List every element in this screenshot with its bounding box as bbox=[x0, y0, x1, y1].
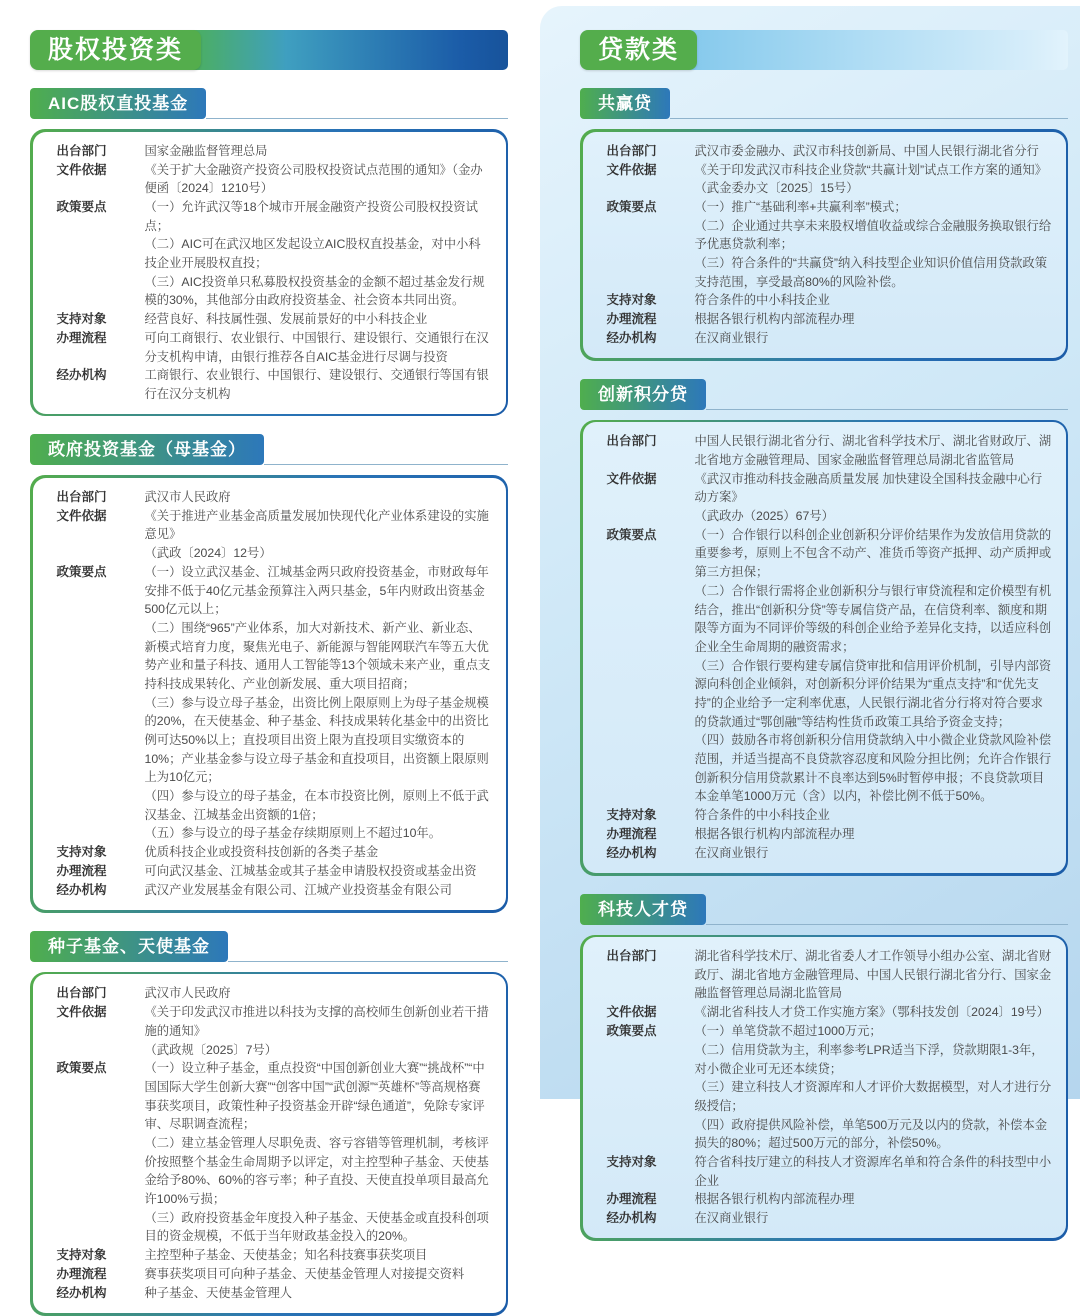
policy-point: （二）建立基金管理人尽职免责、容亏容错等管理机制，考核评价按照整个基金生命周期予以评定，对主控型种子基金、天使基金给予80%、60%的容亏率；种子直投、天使直投单项目最高允许100%亏损； bbox=[144, 1135, 489, 1206]
row-process bbox=[607, 825, 1052, 844]
basis-line: 《湖北省科技人才贷工作实施方案》（鄂科技发创〔2024〕19号） bbox=[694, 1005, 1050, 1020]
row-label: 经办机构 bbox=[606, 846, 657, 861]
row-value: 优质科技企业或投资科技创新的各类子基金 bbox=[144, 845, 379, 860]
row-process bbox=[607, 1190, 1052, 1209]
policy-point: （四）鼓励各市将创新积分信用贷款纳入中小微企业贷款风险补偿范围，并适当提高不良贷款容忍度和风险分担比例；允许合作银行创新积分信用贷款累计不良率达到5%时暂停申报；不良贷款项目本金单笔1000万元（含）以内，补偿比例不低于50%。 bbox=[694, 733, 1052, 804]
row-label: 办理流程 bbox=[56, 331, 107, 345]
row-agency bbox=[607, 329, 1052, 348]
row-value: 武汉市委金融办、武汉市科技创新局、中国人民银行湖北省分行 bbox=[694, 143, 1039, 158]
row-label: 政策要点 bbox=[606, 527, 657, 542]
section-gongying-loan bbox=[580, 88, 1068, 361]
row-value: 国家金融监督管理总局 bbox=[144, 143, 268, 158]
row-label: 出台部门 bbox=[56, 143, 107, 158]
section-rule bbox=[706, 409, 1068, 410]
row-dept bbox=[607, 142, 1052, 161]
basis-line: 《关于推进产业基金高质量发展加快现代化产业体系建设的实施意见》 bbox=[144, 508, 489, 542]
row-label: 出台部门 bbox=[606, 143, 657, 158]
section-rule bbox=[670, 118, 1068, 119]
row-value: 根据各银行机构内部流程办理 bbox=[694, 1192, 855, 1207]
row-value bbox=[145, 563, 492, 843]
row-basis bbox=[607, 161, 1052, 198]
row-value: 可向武汉基金、江城基金或其子基金申请股权投资或基金出资 bbox=[144, 864, 477, 879]
row-label: 办理流程 bbox=[606, 1192, 657, 1207]
category-title-equity: 股权投资类 bbox=[30, 30, 201, 70]
row-label: 经办机构 bbox=[606, 1211, 657, 1226]
row-process bbox=[57, 329, 492, 366]
row-label: 经办机构 bbox=[606, 331, 657, 346]
section-title: AIC股权直投基金 bbox=[30, 88, 206, 119]
row-target bbox=[57, 310, 492, 329]
section-rule bbox=[706, 924, 1068, 925]
section-header bbox=[580, 379, 1068, 410]
row-points bbox=[607, 1022, 1052, 1153]
row-basis bbox=[57, 161, 492, 198]
row-agency bbox=[57, 1284, 492, 1303]
row-dept bbox=[57, 984, 492, 1003]
row-value: 湖北省科学技术厅、湖北省委人才工作领导小组办公室、湖北省财政厅、湖北省地方金融管理局、中国人民银行湖北省分行、国家金融监督管理总局湖北监管局 bbox=[694, 949, 1052, 1001]
section-header bbox=[580, 894, 1068, 925]
section-tech-talent-loan bbox=[580, 894, 1068, 1241]
basis-line: （武金委办文〔2025〕15号） bbox=[694, 181, 859, 196]
row-value: 在汉商业银行 bbox=[694, 846, 769, 861]
policy-point: （三）建立科技人才资源库和人才评价大数据模型，对人才进行分级授信； bbox=[694, 1080, 1052, 1113]
section-aic-equity-fund bbox=[30, 88, 508, 416]
row-value: 工商银行、农业银行、中国银行、建设银行、交通银行等国有银行在汉分支机构 bbox=[144, 368, 489, 402]
row-label: 办理流程 bbox=[606, 312, 657, 327]
section-header bbox=[30, 931, 508, 962]
row-label: 政策要点 bbox=[606, 199, 657, 214]
policy-point: （五）参与设立的母子基金存续期原则上不超过10年。 bbox=[144, 826, 442, 841]
row-label: 出台部门 bbox=[606, 949, 657, 964]
row-target bbox=[57, 1246, 492, 1265]
row-value bbox=[695, 161, 1052, 198]
row-agency bbox=[57, 881, 492, 900]
row-target bbox=[57, 843, 492, 862]
category-header-equity bbox=[30, 30, 508, 70]
row-dept bbox=[607, 947, 1052, 1003]
row-label: 经办机构 bbox=[56, 883, 107, 898]
row-value: 在汉商业银行 bbox=[694, 1211, 769, 1226]
policy-point: （一）设立种子基金，重点投资“中国创新创业大赛”“挑战杯”“中国国际大学生创新大赛”“创客中国”“武创源”“英雄杯”等高规格赛事获奖项目，政策性种子投资基金开辟“绿色通道”，免除专家评审、尽职调查流程； bbox=[144, 1061, 485, 1132]
row-process bbox=[57, 862, 492, 881]
basis-line: （武政〔2024〕12号） bbox=[144, 546, 272, 561]
section-header bbox=[30, 88, 508, 119]
policy-point: （二）AIC可在武汉地区发起设立AIC股权直投基金，对中小科技企业开展股权直投； bbox=[144, 237, 481, 270]
policy-card bbox=[30, 475, 508, 912]
section-title: 政府投资基金（母基金） bbox=[30, 434, 264, 465]
row-value bbox=[695, 470, 1052, 526]
row-value: 武汉产业发展基金有限公司、江城产业投资基金有限公司 bbox=[144, 883, 452, 898]
row-label: 办理流程 bbox=[56, 864, 107, 879]
row-label: 文件依据 bbox=[606, 162, 657, 177]
category-title-loan: 贷款类 bbox=[580, 30, 697, 70]
policy-card bbox=[30, 972, 508, 1316]
row-label: 办理流程 bbox=[56, 1267, 107, 1282]
policy-point: （一）设立武汉基金、江城基金两只政府投资基金，市财政每年安排不低于40亿元基金预算注入两只基金，5年内财政出资基金500亿元以上； bbox=[144, 564, 489, 617]
row-value: 符合条件的中小科技企业 bbox=[694, 808, 830, 823]
row-label: 支持对象 bbox=[56, 312, 107, 326]
row-label: 支持对象 bbox=[606, 293, 657, 308]
row-label: 出台部门 bbox=[606, 434, 657, 449]
row-dept bbox=[57, 488, 492, 507]
row-process bbox=[57, 1265, 492, 1284]
row-points bbox=[57, 198, 492, 310]
row-label: 文件依据 bbox=[56, 1005, 107, 1020]
row-label: 支持对象 bbox=[56, 845, 107, 860]
basis-line: 《关于扩大金融资产投资公司股权投资试点范围的通知》（金办便函〔2024〕1210号） bbox=[144, 162, 483, 196]
row-value bbox=[145, 507, 492, 563]
section-title: 种子基金、天使基金 bbox=[30, 931, 228, 962]
row-value bbox=[145, 1003, 492, 1059]
row-label: 支持对象 bbox=[56, 1248, 107, 1263]
policy-point: （四）参与设立的母子基金，在本市投资比例，原则上不低于武汉基金、江城基金出资额的1倍； bbox=[144, 789, 489, 822]
row-value bbox=[145, 198, 492, 310]
row-value: 符合条件的中小科技企业 bbox=[694, 293, 830, 308]
category-header-loan bbox=[580, 30, 1068, 70]
row-basis bbox=[57, 1003, 492, 1059]
row-label: 文件依据 bbox=[56, 162, 107, 177]
row-value bbox=[695, 1022, 1052, 1153]
row-label: 经办机构 bbox=[56, 1286, 107, 1301]
row-value: 种子基金、天使基金管理人 bbox=[144, 1286, 293, 1301]
basis-line: （武政规〔2025〕7号） bbox=[144, 1042, 278, 1057]
row-points bbox=[57, 1059, 492, 1246]
row-basis bbox=[607, 1003, 1052, 1022]
policy-point: （三）符合条件的“共赢贷”纳入科技型企业知识价值信用贷款政策支持范围，享受最高80%的风险补偿。 bbox=[694, 255, 1048, 289]
row-agency bbox=[57, 366, 492, 403]
category-gradient-bar-loan bbox=[687, 30, 1068, 70]
row-dept bbox=[607, 432, 1052, 469]
policy-point: （三）合作银行要构建专属信贷审批和信用评价机制，引导内部资源向科创企业倾斜，对创新积分评价结果为“重点支持”和“优先支持”的企业给予一定利率优惠，人民银行湖北省分行将对符合要求的贷款通过“鄂创融”等结构性货币政策工具给予资金支持； bbox=[694, 658, 1052, 729]
row-value: 武汉市人民政府 bbox=[144, 489, 231, 504]
policy-point: （一）推广“基础利率+共赢利率”模式； bbox=[694, 199, 907, 214]
section-rule bbox=[206, 118, 508, 119]
policy-point: （一）合作银行以科创企业创新积分评价结果作为发放信用贷款的重要参考，原则上不包含不动产、准货币等资产抵押、动产质押或第三方担保； bbox=[694, 527, 1052, 580]
section-innovation-score-loan bbox=[580, 379, 1068, 876]
policy-card bbox=[580, 420, 1068, 876]
section-title: 创新积分贷 bbox=[580, 379, 706, 410]
row-value bbox=[145, 1059, 492, 1246]
basis-line: 《关于印发武汉市科技企业贷款“共赢计划”试点工作方案的通知》 bbox=[694, 162, 1048, 177]
policy-point: （三）参与设立母子基金，出资比例上限原则上为母子基金规模的20%，在天使基金、种子基金、科技成果转化基金中的出资比例可达50%以上；直投项目出资上限为直投项目实缴资本的10%；产业基金参与设立母子基金和直投项目，出资额上限原则上为10亿元； bbox=[144, 695, 489, 785]
row-value bbox=[695, 526, 1052, 806]
policy-point: （二）企业通过共享未来股权增值收益或综合金融服务换取银行给予优惠贷款利率； bbox=[694, 218, 1052, 252]
row-value: 经营良好、科技属性强、发展前景好的中小科技企业 bbox=[144, 312, 428, 326]
row-label: 政策要点 bbox=[56, 199, 107, 214]
policy-card bbox=[30, 129, 508, 416]
row-value: 主控型种子基金、天使基金；知名科技赛事获奖项目 bbox=[144, 1248, 428, 1263]
row-points bbox=[57, 563, 492, 843]
policy-point: （一）单笔贷款不超过1000万元； bbox=[694, 1024, 882, 1039]
section-rule bbox=[264, 464, 508, 465]
row-agency bbox=[607, 1209, 1052, 1228]
policy-point: （二）合作银行需将企业创新积分与银行审贷流程和定价模型有机结合，推出“创新积分贷”等专属信贷产品，在信贷利率、额度和期限等方面为不同评价等级的科创企业给予差异化支持，以适应科创企业全生命周期的融资需求； bbox=[694, 583, 1052, 654]
row-label: 政策要点 bbox=[606, 1024, 657, 1039]
policy-point: （三）政府投资基金年度投入种子基金、天使基金或直投科创项目的资金规模，不低于当年财政基金投入的20%。 bbox=[144, 1210, 489, 1244]
row-value: 武汉市人民政府 bbox=[144, 986, 231, 1001]
category-gradient-bar-equity bbox=[191, 30, 508, 70]
row-label: 政策要点 bbox=[56, 564, 107, 579]
section-seed-angel-fund bbox=[30, 931, 508, 1316]
section-government-investment-fund bbox=[30, 434, 508, 912]
row-value bbox=[695, 198, 1052, 291]
loan-column bbox=[580, 30, 1068, 1241]
row-label: 出台部门 bbox=[56, 489, 107, 504]
section-title: 共赢贷 bbox=[580, 88, 670, 119]
row-value: 根据各银行机构内部流程办理 bbox=[694, 312, 855, 327]
policy-card bbox=[580, 129, 1068, 361]
row-value bbox=[145, 161, 492, 198]
policy-point: （四）政府提供风险补偿，单笔500万元及以内的贷款，补偿本金损失的80%；超过500万元的部分，补偿50%。 bbox=[694, 1117, 1048, 1151]
row-value: 可向工商银行、农业银行、中国银行、建设银行、交通银行在汉分支机构申请，由银行推荐各自AIC基金进行尽调与投资 bbox=[144, 331, 489, 364]
row-agency bbox=[607, 844, 1052, 863]
row-process bbox=[607, 310, 1052, 329]
row-label: 办理流程 bbox=[606, 827, 657, 842]
policy-point: （二）围绕“965”产业体系，加大对新技术、新产业、新业态、新模式培育力度，聚焦光电子、新能源与智能网联汽车等五大优势产业和量子科技、通用人工智能等13个领域未来产业，重点支持科技成果转化、产业创新发展、重大项目招商； bbox=[144, 620, 491, 691]
row-dept bbox=[57, 142, 492, 161]
row-label: 文件依据 bbox=[606, 1005, 657, 1020]
section-header bbox=[580, 88, 1068, 119]
row-value: 符合省科技厅建立的科技人才资源库名单和符合条件的科技型中小企业 bbox=[694, 1154, 1052, 1188]
row-value: 赛事获奖项目可向种子基金、天使基金管理人对接提交资料 bbox=[144, 1267, 465, 1282]
row-target bbox=[607, 806, 1052, 825]
policy-point: （二）信用贷款为主，利率参考LPR适当下浮，贷款期限1-3年，对小微企业可无还本续贷； bbox=[694, 1042, 1044, 1076]
row-label: 文件依据 bbox=[606, 471, 657, 486]
equity-column bbox=[30, 30, 508, 1316]
policy-card bbox=[580, 935, 1068, 1241]
row-target bbox=[607, 291, 1052, 310]
row-label: 文件依据 bbox=[56, 508, 107, 523]
row-label: 经办机构 bbox=[56, 368, 107, 383]
section-header bbox=[30, 434, 508, 465]
row-basis bbox=[57, 507, 492, 563]
row-label: 出台部门 bbox=[56, 986, 107, 1001]
row-points bbox=[607, 526, 1052, 806]
basis-line: 《关于印发武汉市推进以科技为支撑的高校师生创新创业若干措施的通知》 bbox=[144, 1005, 489, 1038]
row-label: 支持对象 bbox=[606, 1154, 657, 1169]
policy-point: （三）AIC投资单只私募股权投资基金的金额不超过基金发行规模的30%，其他部分由政府投资基金、社会资本共同出资。 bbox=[144, 274, 485, 308]
row-label: 政策要点 bbox=[56, 1061, 107, 1076]
row-target bbox=[607, 1153, 1052, 1190]
section-title: 科技人才贷 bbox=[580, 894, 706, 925]
section-rule bbox=[228, 961, 508, 962]
row-points bbox=[607, 198, 1052, 291]
basis-line: （武政办（2025）67号） bbox=[694, 509, 834, 524]
basis-line: 《武汉市推动科技金融高质量发展 加快建设全国科技金融中心行动方案》 bbox=[694, 471, 1043, 505]
row-value: 在汉商业银行 bbox=[694, 331, 769, 346]
policy-point: （一）允许武汉等18个城市开展金融资产投资公司股权投资试点； bbox=[144, 199, 478, 233]
row-value: 中国人民银行湖北省分行、湖北省科学技术厅、湖北省财政厅、湖北省地方金融管理局、国家金融监督管理总局湖北省监管局 bbox=[694, 434, 1052, 467]
row-label: 支持对象 bbox=[606, 808, 657, 823]
row-value: 根据各银行机构内部流程办理 bbox=[694, 827, 855, 842]
row-basis bbox=[607, 470, 1052, 526]
row-value bbox=[695, 1003, 1052, 1022]
